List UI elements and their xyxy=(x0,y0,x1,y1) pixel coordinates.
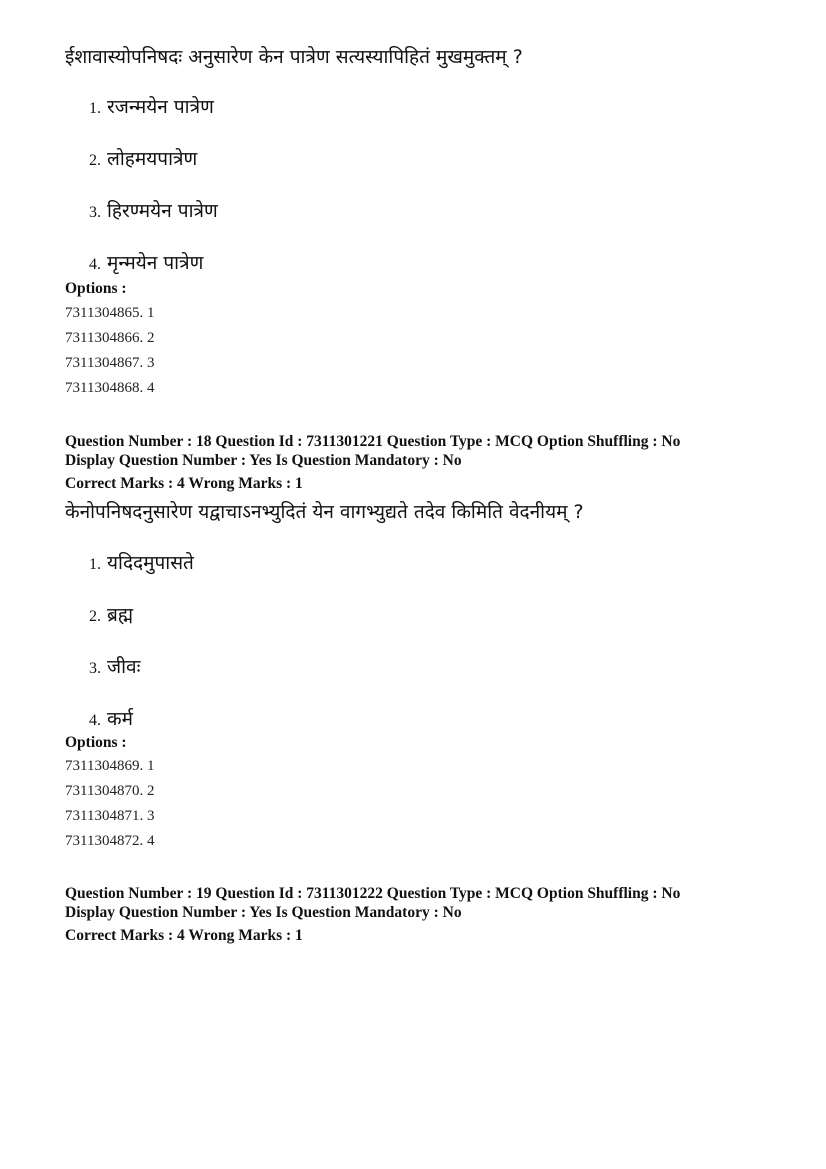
choice-text: मृन्मयेन पात्रेण xyxy=(107,252,204,274)
option-id: 7311304866. 2 xyxy=(65,330,155,346)
question-meta-line: Question Number : 19 Question Id : 7311301222 Question Type : MCQ Option Shuffling : No xyxy=(65,885,681,902)
answer-choice xyxy=(89,653,140,682)
option-id: 7311304870. 2 xyxy=(65,783,155,799)
option-id: 7311304869. 1 xyxy=(65,758,155,774)
choice-text: हिरण्मयेन पात्रेण xyxy=(107,200,218,222)
question-marks: Correct Marks : 4 Wrong Marks : 1 xyxy=(65,475,303,492)
question-meta-line: Question Number : 18 Question Id : 7311301221 Question Type : MCQ Option Shuffling : No xyxy=(65,433,681,450)
option-id: 7311304872. 4 xyxy=(65,833,155,849)
answer-choice xyxy=(89,705,133,734)
answer-choice xyxy=(89,601,133,630)
option-id: 7311304865. 1 xyxy=(65,305,155,321)
options-label: Options : xyxy=(65,734,127,751)
question-text: ईशावास्योपनिषदः अनुसारेण केन पात्रेण सत्यस्यापिहितं मुखमुक्तम् ? xyxy=(65,46,523,68)
answer-choice xyxy=(89,197,218,226)
choice-text: जीवः xyxy=(107,656,141,678)
choice-number: 2. xyxy=(89,152,101,169)
choice-number: 3. xyxy=(89,204,101,221)
option-id: 7311304867. 3 xyxy=(65,355,155,371)
choice-text: ब्रह्म xyxy=(107,604,134,626)
choice-number: 1. xyxy=(89,100,101,117)
answer-choice xyxy=(89,93,214,122)
choice-text: लोहमयपात्रेण xyxy=(107,148,198,170)
choice-text: यदिदमुपासते xyxy=(107,552,194,574)
choice-number: 4. xyxy=(89,256,101,273)
answer-choice xyxy=(89,145,197,174)
options-label: Options : xyxy=(65,280,127,297)
question-text: केनोपनिषदनुसारेण यद्वाचाऽनभ्युदितं येन वागभ्युद्यते तदेव किमिति वेदनीयम् ? xyxy=(65,501,584,523)
choice-number: 4. xyxy=(89,712,101,729)
choice-number: 2. xyxy=(89,608,101,625)
choice-text: कर्म xyxy=(107,708,133,730)
option-id: 7311304868. 4 xyxy=(65,380,155,396)
option-id: 7311304871. 3 xyxy=(65,808,155,824)
question-marks: Correct Marks : 4 Wrong Marks : 1 xyxy=(65,927,303,944)
question-meta-line: Display Question Number : Yes Is Question Mandatory : No xyxy=(65,452,462,469)
answer-choice xyxy=(89,549,194,578)
choice-number: 3. xyxy=(89,660,101,677)
answer-choice xyxy=(89,249,203,278)
choice-text: रजन्मयेन पात्रेण xyxy=(107,96,214,118)
question-meta-line: Display Question Number : Yes Is Question Mandatory : No xyxy=(65,904,462,921)
choice-number: 1. xyxy=(89,556,101,573)
